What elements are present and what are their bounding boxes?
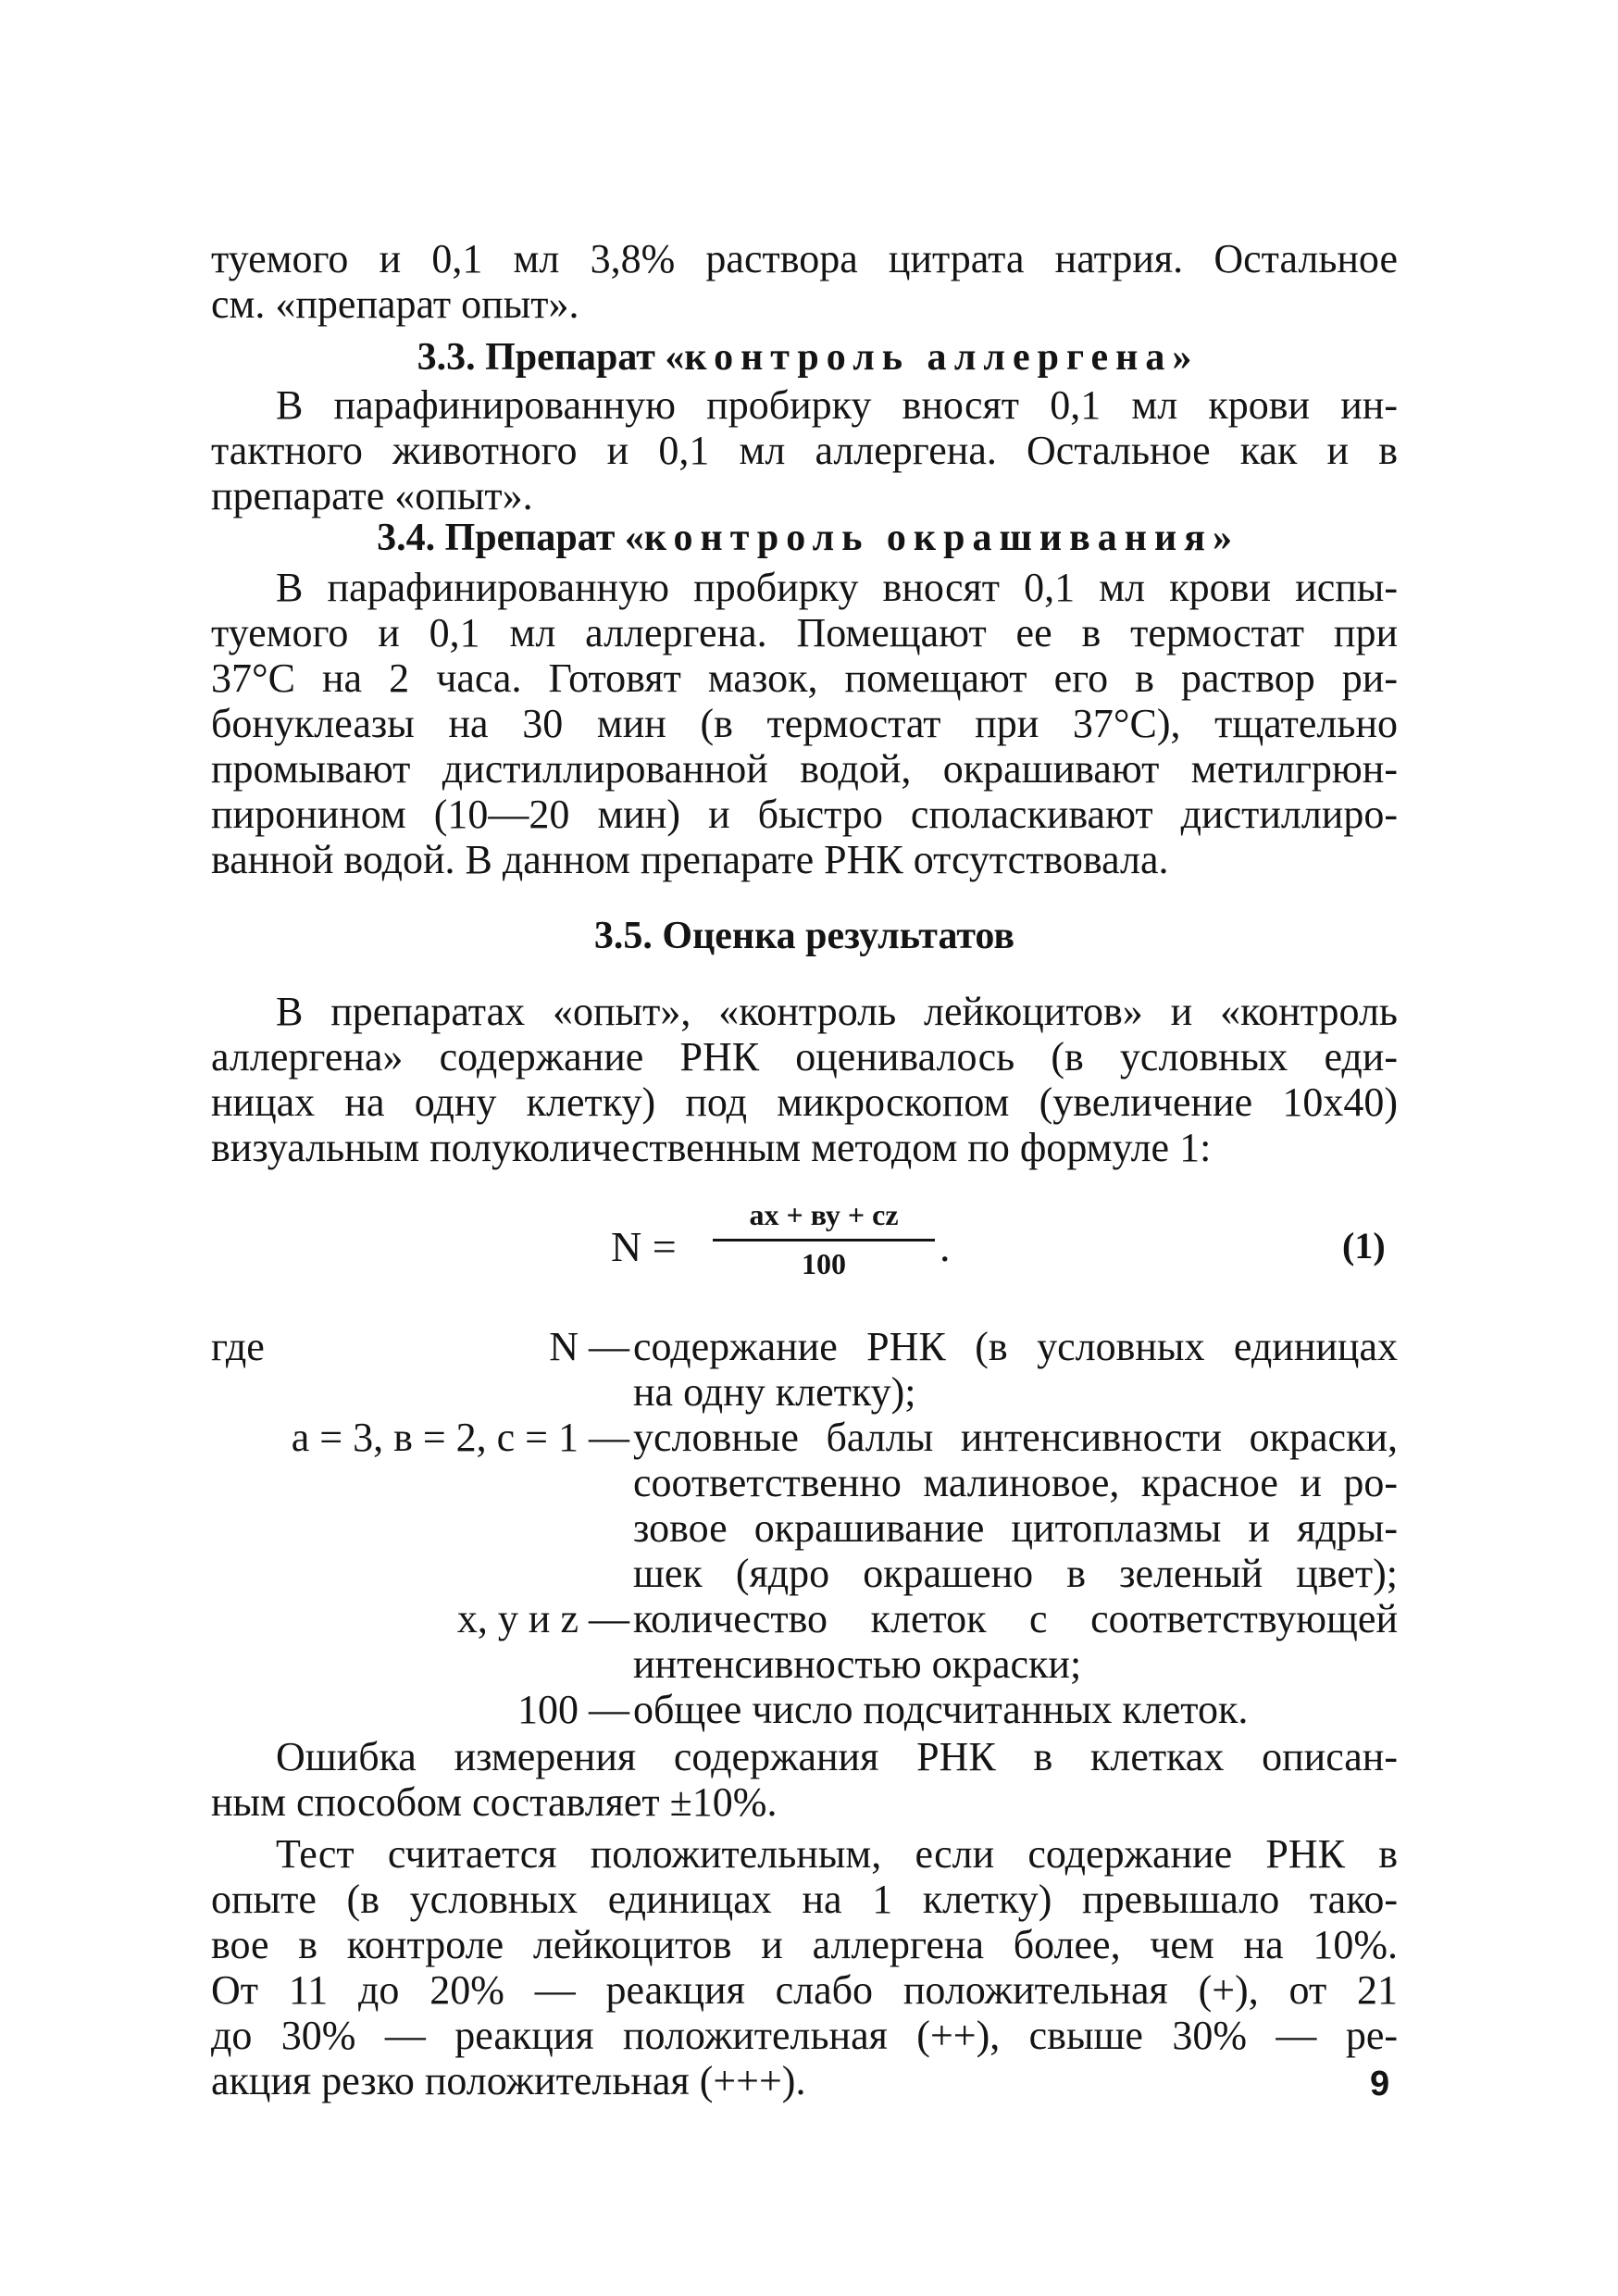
section-3-5-intro xyxy=(211,989,1398,1170)
heading-spaced: контроль аллергена xyxy=(684,336,1173,379)
formula-fraction xyxy=(713,1196,935,1282)
section-number: 3.4. xyxy=(377,517,436,559)
definition-term: 100 — xyxy=(517,1687,629,1732)
text-line: В препаратах «опыт», «контроль лейкоцитов» и «контроль xyxy=(276,989,1398,1034)
text-line: пиронином (10—20 мин) и быстро споласкивают дистиллиро- xyxy=(211,792,1398,837)
definition-text xyxy=(633,1324,1398,1415)
definition-text xyxy=(633,1687,1398,1732)
heading-suffix: » xyxy=(1172,336,1192,379)
text-line: количество клеток с соответствующей xyxy=(633,1596,1398,1641)
section-title: 3.5. Оценка результатов xyxy=(593,915,1015,957)
text-line: В парафинированную пробирку вносят 0,1 мл крови ин- xyxy=(276,382,1398,428)
test-paragraph xyxy=(211,1831,1398,2103)
text-line: интенсивностью окраски; xyxy=(633,1641,1082,1687)
text-line: опыте (в условных единицах на 1 клетку) превышало тако- xyxy=(211,1877,1398,1922)
top-paragraph xyxy=(211,236,1398,327)
section-3-4-heading xyxy=(211,514,1398,562)
section-3-4-paragraph xyxy=(211,565,1398,882)
definition-text xyxy=(633,1596,1398,1687)
text-line: на одну клетку); xyxy=(633,1369,916,1415)
text-line: визуальным полуколичественным методом по формуле 1: xyxy=(211,1125,1212,1170)
formula-trailing: . xyxy=(940,1223,951,1270)
text-line: туемого и 0,1 мл 3,8% раствора цитрата натрия. Остальное xyxy=(211,236,1398,281)
text-line: шек (ядро окрашено в зеленый цвет); xyxy=(633,1551,1398,1596)
definition-text xyxy=(633,1415,1398,1596)
section-3-3-heading xyxy=(211,333,1398,381)
text-line: акция резко положительная (+++). xyxy=(211,2058,806,2103)
text-line: зовое окрашивание цитоплазмы и ядры- xyxy=(633,1505,1398,1551)
error-paragraph xyxy=(211,1734,1398,1825)
text-line: аллергена» содержание РНК оценивалось (в условных еди- xyxy=(211,1034,1398,1079)
text-line: Ошибка измерения содержания РНК в клетках описан- xyxy=(276,1734,1398,1779)
text-line: условные баллы интенсивности окраски, xyxy=(633,1415,1398,1460)
text-line: Тест считается положительным, если содержание РНК в xyxy=(276,1831,1398,1877)
fraction-bar xyxy=(713,1239,935,1242)
text-line: 37°С на 2 часа. Готовят мазок, помещают его в раствор ри- xyxy=(211,655,1398,701)
heading-prefix: Препарат « xyxy=(485,336,685,379)
definition-row xyxy=(0,1596,1618,1687)
formula-lhs: N = xyxy=(611,1223,677,1270)
section-number: 3.3. xyxy=(417,336,476,379)
text-line: От 11 до 20% — реакция слабо положительная (+), от 21 xyxy=(211,1967,1398,2013)
text-line: содержание РНК (в условных единицах xyxy=(633,1324,1398,1369)
text-line: вое в контроле лейкоцитов и аллергена более, чем на 10%. xyxy=(211,1922,1398,1967)
heading-spaced: контроль окрашивания xyxy=(643,517,1213,559)
page-number: 9 xyxy=(1370,2065,1390,2103)
section-3-5-heading xyxy=(211,912,1398,960)
text-line: ницах на одну клетку) под микроскопом (увеличение 10х40) xyxy=(211,1079,1398,1125)
text-line: общее число подсчитанных клеток. xyxy=(633,1687,1249,1732)
formula-numerator: ax + ву + cz xyxy=(749,1198,899,1231)
heading-suffix: » xyxy=(1212,517,1232,559)
formula-denominator: 100 xyxy=(802,1247,846,1280)
formula-number: (1) xyxy=(1342,1225,1386,1267)
text-line: ванной водой. В данном препарате РНК отсутствовала. xyxy=(211,837,1169,882)
text-line: до 30% — реакция положительная (++), свыше 30% — ре- xyxy=(211,2013,1398,2058)
text-line: соответственно малиновое, красное и ро- xyxy=(633,1460,1398,1505)
text-line: препарате «опыт». xyxy=(211,473,533,518)
definition-row xyxy=(0,1324,1618,1415)
definition-row xyxy=(0,1415,1618,1596)
definition-term: а = 3, в = 2, с = 1 — xyxy=(291,1415,629,1460)
text-line: тактного животного и 0,1 мл аллергена. Остальное как и в xyxy=(211,428,1398,473)
section-3-3-paragraph xyxy=(211,382,1398,518)
text-line: промывают дистиллированной водой, окрашивают метилгрюн- xyxy=(211,746,1398,792)
text-line: бонуклеазы на 30 мин (в термостат при 37°С), тщательно xyxy=(211,701,1398,746)
text-line: см. «препарат опыт». xyxy=(211,281,579,327)
where-label: где xyxy=(211,1324,265,1369)
definition-term: x, у и z — xyxy=(456,1596,629,1641)
heading-prefix: Препарат « xyxy=(444,517,644,559)
definition-term: N — xyxy=(549,1324,629,1369)
text-line: ным способом составляет ±10%. xyxy=(211,1779,778,1825)
text-line: туемого и 0,1 мл аллергена. Помещают ее в термостат при xyxy=(211,610,1398,655)
definition-row xyxy=(0,1687,1618,1732)
text-line: В парафинированную пробирку вносят 0,1 мл крови испы- xyxy=(276,565,1398,610)
